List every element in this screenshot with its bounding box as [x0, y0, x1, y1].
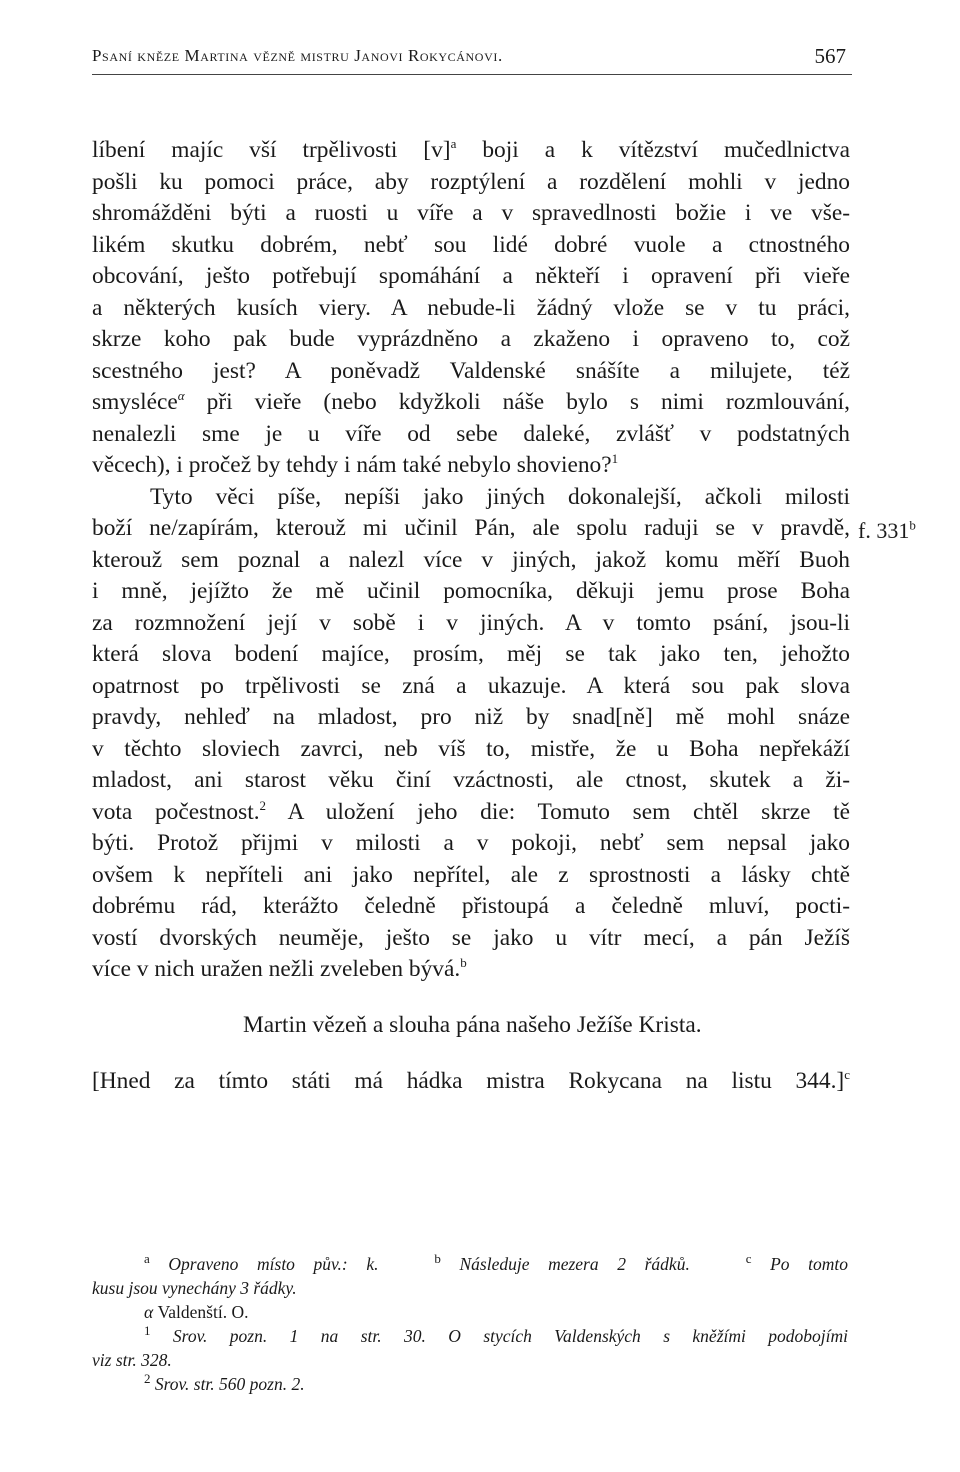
text-line: pravdy, nehleď na mladost, pro niž by snad[ně] mě mohl snáze — [92, 704, 850, 730]
footnote-line: $^2$ Srov. str. 560 pozn. 2. — [144, 1371, 305, 1394]
footnotes — [92, 1252, 848, 1396]
running-title: Psaní kněze Martina vězně mistru Janovi Rokycánovi. — [92, 46, 503, 65]
text-line: scestného jest? A poněvadž Valdenské snášíte a milujete, též — [92, 357, 850, 384]
header-rule — [92, 74, 852, 75]
text-line: i mně, jejížto že mě učinil pomocníka, děkuji jemu prose Boha — [92, 578, 850, 604]
text-line: nenalezli sme je u víře od sebe daleké, zvlášť v podstatných — [92, 420, 850, 447]
text-line: mladost, ani starost věku činí vzáctnosti, ale ctnost, skutek a ži- — [92, 767, 850, 793]
text-line: která slova bodení majíce, prosím, měj se tak jako ten, jehožto — [92, 641, 850, 667]
text-line: kterouž sem poznal a nalezl více v jiných, jakož komu měří Buoh — [92, 546, 850, 573]
text-line: býti. Protož přijmi v milosti a v pokoji, nebť sem nepsal jako — [92, 830, 850, 856]
text-line: za rozmnožení její v sobě i v jiných. A v tomto psání, jsou-li — [92, 609, 850, 636]
text-line: vostí dvorských neuměje, ješto se jako u vítr mecí, a pán Ježíš — [92, 924, 850, 951]
text-line: více v nich uražen nežli zveleben bývá.$^b$ — [92, 955, 467, 982]
text-line: vota počestnost.$^2$ A uložení jeho die: Tomuto sem chtěl skrze tě — [92, 797, 851, 825]
text-line: skrze koho pak bude vyprázdněno a zkaženo i opraveno to, což — [92, 326, 850, 352]
footnote-line: $^1$ Srov. pozn. 1 na str. 30. O stycích Valdenských s kněžími podobojími — [144, 1323, 848, 1346]
text-line: a některých kusích viery. A nebude-li žádný vlože se v tu práci, — [92, 294, 850, 321]
footnote-line: kusu jsou vynechány 3 řádky. — [92, 1278, 297, 1298]
text-line: shromážděni býti a ruosti u víře a v spravedlnosti božie i ve vše- — [92, 200, 850, 226]
folio-margin-note: f. 331$^b$ — [858, 517, 916, 543]
text-line: boží ne/zapírám, kterouž mi učinil Pán, ale spolu raduji se v pravdě, — [92, 515, 850, 541]
text-line: dobrému rád, kterážto čeledně přistoupá a čeledně mluví, pocti- — [92, 893, 850, 919]
text-line: v těchto sloviech zavrci, neb víš to, mistře, že u Boha nepřekáží — [92, 735, 850, 762]
text-line: smysléce$^\alpha$ při vieře (nebo kdyžkoli náše bylo s nimi rozmlouvání, — [92, 388, 850, 415]
footnote-line: α Valdenští. O. — [144, 1302, 249, 1322]
main-text — [92, 135, 850, 986]
editorial-note: [Hned za tímto státi má hádka mistra Rokycana na listu 344.]$^c$ — [92, 1067, 850, 1094]
page-header — [92, 44, 852, 74]
text-line: pošli ku pomoci práce, aby rozptýlení a rozdělení mohli v jedno — [92, 168, 850, 195]
text-line: likém skutku dobrém, nebť sou lidé dobré vuole a ctnostného — [92, 231, 850, 258]
text-line: věcech), i pročež by tehdy i nám také nebylo shovieno?$^1$ — [92, 451, 619, 478]
footnote-line: viz str. 328. — [92, 1350, 172, 1370]
text-line: Tyto věci píše, nepíši jako jiných dokonalejší, ačkoli milosti — [150, 483, 850, 510]
signature-line: Martin vězeň a slouha pána našeho Ježíše Krista. — [243, 1012, 702, 1038]
text-line: líbení majíc vší trpělivosti $[v]^a$ boji a k vítězství mučedlnictva — [92, 136, 850, 163]
text-line: obcování, ješto potřebují spomáhání a někteří i opravení při vieře — [92, 263, 850, 289]
footnote-line: $^a$ Opraveno místo pův.: k. $^b$ Následuje mezera 2 řádků. $^c$ Po tomto — [144, 1251, 849, 1274]
page-number: 567 — [814, 44, 846, 68]
text-line: ovšem k nepříteli ani jako nepřítel, ale z sprostnosti a lásky chtě — [92, 861, 850, 888]
text-line: opatrnost po trpělivosti se zná a ukazuje. A která sou pak slova — [92, 672, 850, 699]
